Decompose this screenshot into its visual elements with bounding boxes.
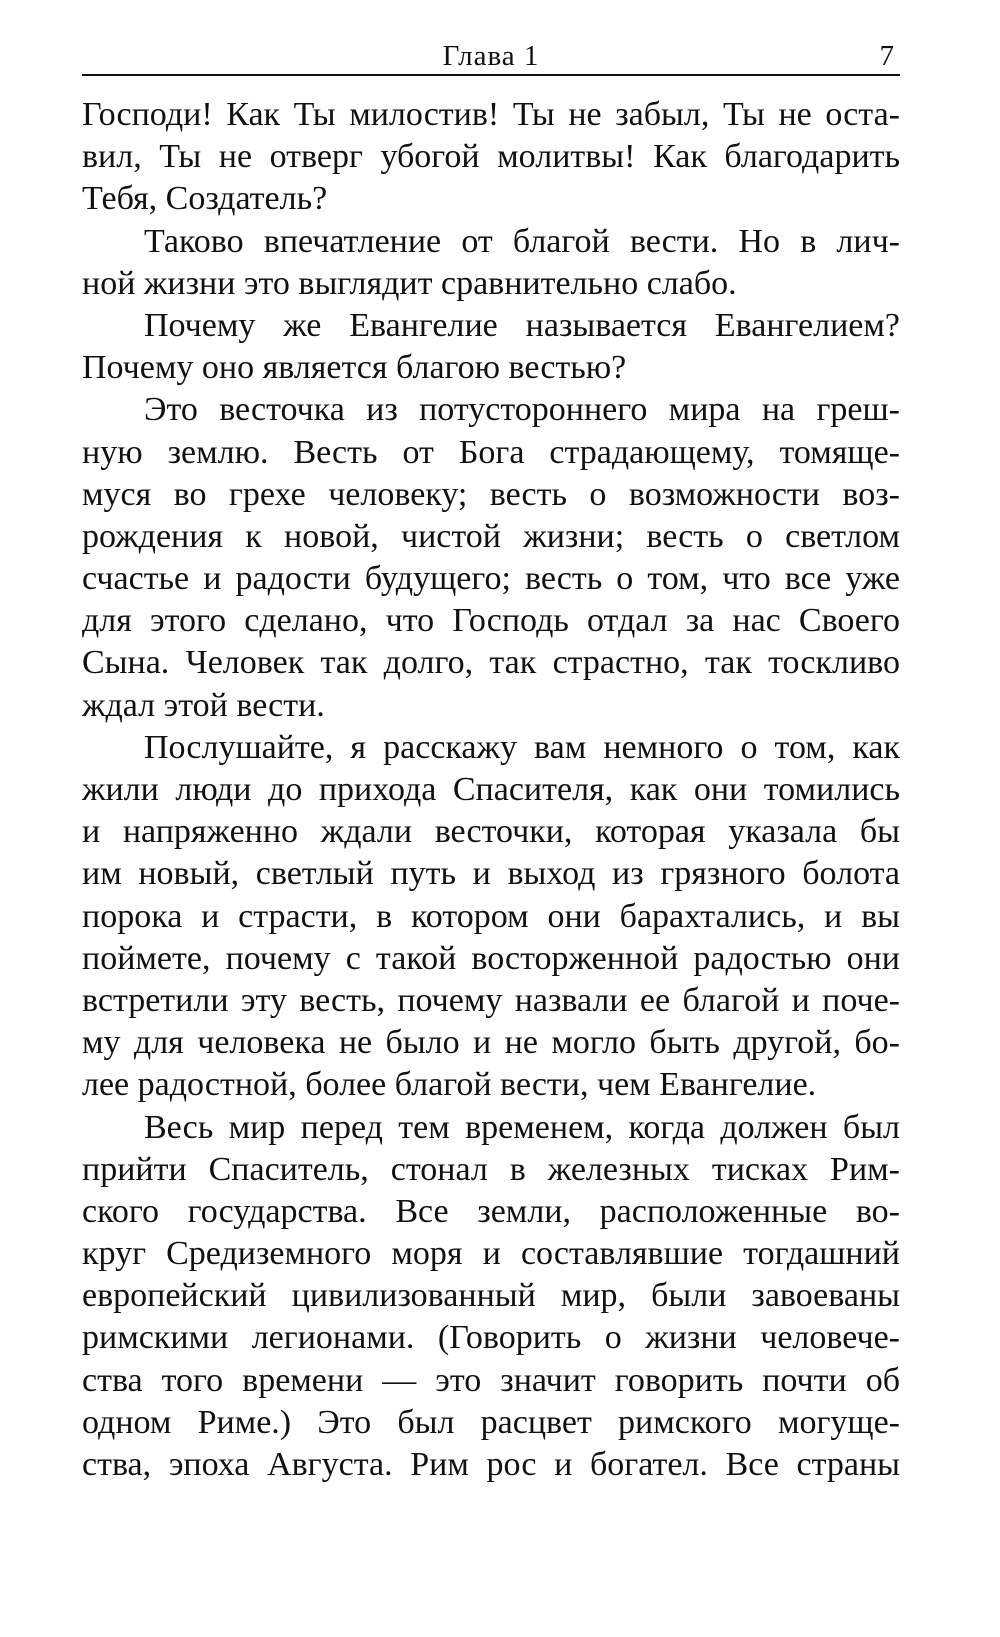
text-line: Послушайте, я расскажу вам немного о том, как — [144, 728, 900, 766]
text-line: одном Риме.) Это был расцвет римского могуще- — [82, 1403, 900, 1441]
text-line: и напряженно ждали весточки, которая указала бы — [82, 813, 900, 851]
text-line: ждал этой вести. — [82, 686, 325, 724]
text-line: Это весточка из потустороннего мира на греш- — [144, 391, 900, 429]
text-line: ной жизни это выглядит сравнительно слабо. — [82, 264, 737, 302]
text-line: римскими легионами. (Говорить о жизни человече- — [82, 1319, 900, 1357]
running-head-chapter-title: Глава 1 — [442, 40, 540, 72]
text-line: вил, Ты не отверг убогой молитвы! Как благодарить — [82, 138, 900, 176]
header-rule — [82, 74, 900, 76]
text-line: для этого сделано, что Господь отдал за нас Своего — [82, 602, 900, 640]
text-line: ского государства. Все земли, расположенные во- — [82, 1192, 900, 1230]
text-line: встретили эту весть, почему назвали ее благой и поче- — [82, 981, 900, 1019]
text-line: Господи! Как Ты милостив! Ты не забыл, Ты не оста- — [82, 96, 900, 133]
text-line: Сына. Человек так долго, так страстно, так тоскливо — [82, 644, 900, 682]
text-line: рождения к новой, чистой жизни; весть о светлом — [82, 517, 900, 555]
text-line: прийти Спаситель, стонал в железных тисках Рим- — [82, 1150, 900, 1188]
text-line: Тебя, Создатель? — [82, 180, 328, 218]
text-line: Почему же Евангелие называется Евангелием? — [144, 306, 900, 344]
text-line: ства того времени — это значит говорить почти об — [82, 1361, 900, 1399]
text-line: лее радостной, более благой вести, чем Евангелие. — [82, 1066, 817, 1104]
text-line: муся во грехе человеку; весть о возможности воз- — [82, 475, 900, 513]
text-line: европейский цивилизованный мир, были завоеваны — [82, 1277, 900, 1315]
text-line: ную землю. Весть от Бога страдающему, томяще- — [82, 433, 900, 471]
text-line: му для человека не было и не могло быть другой, бо- — [82, 1024, 900, 1062]
text-line: Весь мир перед тем временем, когда должен был — [144, 1108, 900, 1146]
text-line: им новый, светлый путь и выход из грязного болота — [82, 855, 900, 893]
page-number: 7 — [879, 40, 894, 72]
text-line: порока и страсти, в котором они барахтались, и вы — [82, 897, 900, 935]
text-line: круг Средиземного моря и составлявшие тогдашний — [82, 1235, 900, 1273]
text-line: поймете, почему с такой восторженной радостью они — [82, 939, 900, 977]
text-line: счастье и радости будущего; весть о том, что все уже — [82, 560, 900, 598]
text-line: Почему оно является благою вестью? — [82, 349, 627, 387]
text-line: Таково впечатление от благой вести. Но в лич- — [144, 222, 900, 260]
text-line: жили люди до прихода Спасителя, как они томились — [82, 771, 900, 808]
text-line: ства, эпоха Августа. Рим рос и богател. Все страны — [82, 1446, 900, 1483]
body-text — [82, 94, 900, 1486]
page-header — [82, 38, 900, 74]
